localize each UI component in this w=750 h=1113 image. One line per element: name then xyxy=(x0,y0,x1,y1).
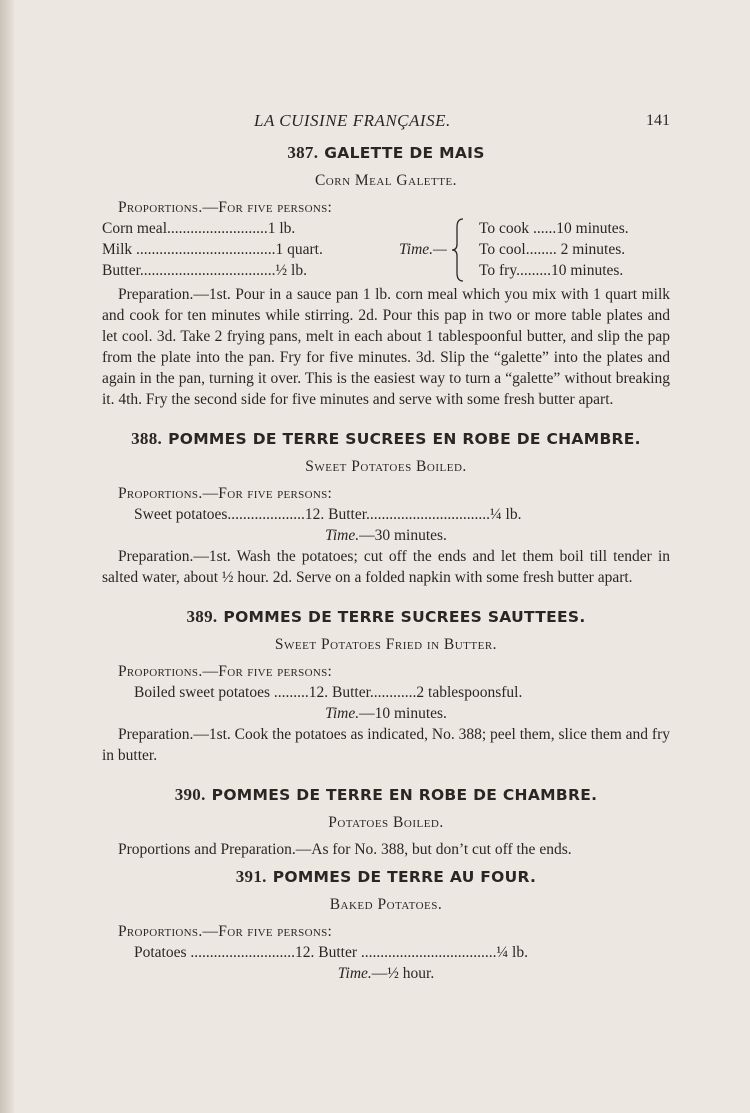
recipe-389-ingredients: Boiled sweet potatoes .........12. Butter............2 tablespoonsful. xyxy=(134,684,523,701)
time-label: Time.— xyxy=(399,241,447,258)
recipe-387-proportions: Proportions.—For five persons: xyxy=(118,199,333,216)
ingredient-butter: Butter...................................½ lb. xyxy=(102,262,307,279)
recipe-387-ingredients xyxy=(102,218,670,284)
recipe-number: 389. xyxy=(186,607,218,626)
recipe-title: POMMES DE TERRE SUCREES EN ROBE DE CHAMBRE. xyxy=(168,430,641,448)
recipe-391-time xyxy=(102,963,670,984)
recipe-387-preparation: Preparation.—1st. Pour in a sauce pan 1 lb. corn meal which you mix with 1 quart milk and cook for ten minutes while stirring. 2d. Pour this pap in two or more table plates and let cool. 3d. Take 2 frying pans, melt in each about 1 tablespoonful butter, and slip the pap from the plate into the pan. Fry for five minutes. 3d. Slip the “galette” into the plates and again in the pan, turning it over. This is the easiest way to turn a “galette” without breaking it. 4th. Fry the second side for five minutes and serve with some fresh butter apart. xyxy=(102,286,670,408)
recipe-number: 387. xyxy=(287,143,319,162)
recipe-389-subtitle: Sweet Potatoes Fried in Butter. xyxy=(274,636,498,653)
brace-icon xyxy=(451,217,465,283)
recipe-number: 390. xyxy=(174,785,206,804)
recipe-391-subtitle: Baked Potatoes. xyxy=(329,896,443,913)
recipe-391-ingredients: Potatoes ...........................12. Butter ...................................¼ lb. xyxy=(134,944,528,961)
book-page xyxy=(102,110,670,984)
running-head xyxy=(102,110,670,136)
recipe-390-subtitle: Potatoes Boiled. xyxy=(328,814,444,831)
ingredient-corn-meal: Corn meal..........................1 lb. xyxy=(102,220,296,237)
time-fry: To fry.........10 minutes. xyxy=(479,262,624,279)
recipe-title: POMMES DE TERRE SUCREES SAUTTEES. xyxy=(223,608,586,626)
recipe-title: POMMES DE TERRE AU FOUR. xyxy=(272,868,537,886)
time-cook: To cook ......10 minutes. xyxy=(479,220,629,237)
time-label: Time. xyxy=(325,705,360,722)
recipe-number: 388. xyxy=(131,429,163,448)
recipe-389-preparation: Preparation.—1st. Cook the potatoes as indicated, No. 388; peel them, slice them and fry in butter. xyxy=(102,726,670,764)
time-cool: To cool........ 2 minutes. xyxy=(479,241,626,258)
recipe-title: GALETTE DE MAIS xyxy=(324,144,485,162)
recipe-388-preparation: Preparation.—1st. Wash the potatoes; cut off the ends and let them boil till tender in salted water, about ½ hour. 2d. Serve on a folded napkin with some fresh butter apart. xyxy=(102,548,670,586)
recipe-389-heading xyxy=(102,606,670,628)
time-value: —½ hour. xyxy=(371,965,435,982)
recipe-388-subtitle: Sweet Potatoes Boiled. xyxy=(305,458,467,475)
page-edge xyxy=(0,0,14,1113)
recipe-387-heading xyxy=(102,142,670,164)
time-value: —10 minutes. xyxy=(359,705,447,722)
recipe-388-time xyxy=(102,525,670,546)
recipe-388-ingredients: Sweet potatoes....................12. Butter................................¼ lb. xyxy=(134,506,522,523)
recipe-title: POMMES DE TERRE EN ROBE DE CHAMBRE. xyxy=(211,786,598,804)
recipe-390-text: Proportions and Preparation.—As for No. 388, but don’t cut off the ends. xyxy=(118,841,572,858)
recipe-390-heading xyxy=(102,784,670,806)
ingredient-milk: Milk ....................................1 quart. xyxy=(102,241,323,258)
recipe-389-time xyxy=(102,703,670,724)
time-label: Time. xyxy=(337,965,372,982)
time-value: —30 minutes. xyxy=(359,527,447,544)
recipe-388-heading xyxy=(102,428,670,450)
recipe-389-proportions: Proportions.—For five persons: xyxy=(118,663,333,680)
recipe-387-subtitle: Corn Meal Galette. xyxy=(314,172,458,189)
running-title: LA CUISINE FRANÇAISE. xyxy=(254,111,451,130)
recipe-388-proportions: Proportions.—For five persons: xyxy=(118,485,333,502)
page-number: 141 xyxy=(646,112,670,129)
recipe-number: 391. xyxy=(235,867,267,886)
time-label: Time. xyxy=(325,527,360,544)
recipe-391-proportions: Proportions.—For five persons: xyxy=(118,923,333,940)
recipe-391-heading xyxy=(102,866,670,888)
